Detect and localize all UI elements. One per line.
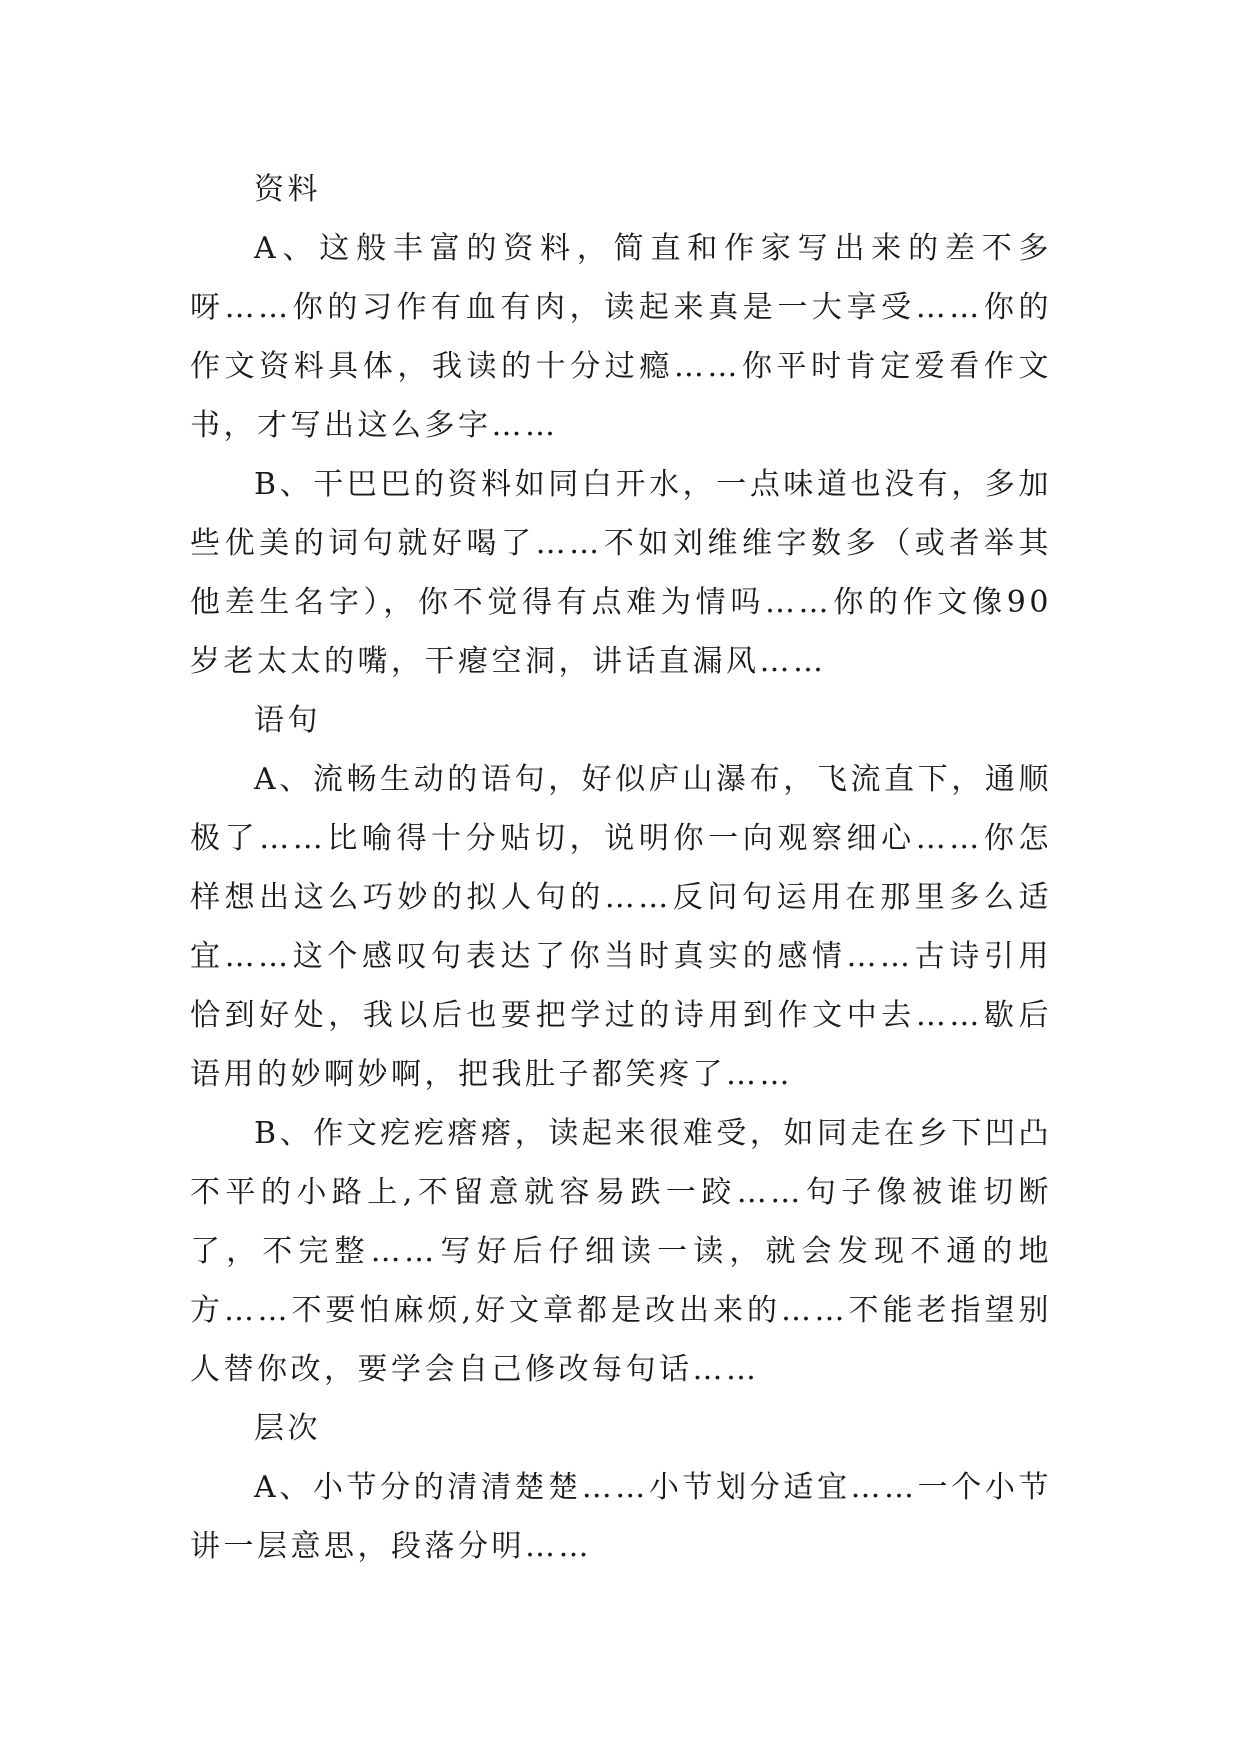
paragraph-ziliao-a: A、这般丰富的资料，简直和作家写出来的差不多呀……你的习作有血有肉，读起来真是一大享受……你的作文资料具体，我读的十分过瘾……你平时肯定爱看作文书，才写出这么多字…… — [190, 231, 1052, 443]
section-heading-ziliao: 资料 — [254, 172, 321, 207]
paragraph-yuju-b: B、作文疙疙瘩瘩，读起来很难受，如同走在乡下凹凸不平的小路上,不留意就容易跌一跤……句子像被谁切断了，不完整……写好后仔细读一读，就会发现不通的地方……不要怕麻烦,好文章都是改出来的……不能老指望别人替你改，要学会自己修改每句话…… — [190, 1116, 1052, 1387]
section-heading-yuju: 语句 — [254, 703, 321, 738]
paragraph-yuju-a: A、流畅生动的语句，好似庐山瀑布，飞流直下，通顺极了……比喻得十分贴切，说明你一向观察细心……你怎样想出这么巧妙的拟人句的……反问句运用在那里多么适宜……这个感叹句表达了你当时真实的感情……古诗引用恰到好处，我以后也要把学过的诗用到作文中去……歇后语用的妙啊妙啊，把我肚子都笑疼了…… — [190, 762, 1052, 1092]
section-heading-cengci: 层次 — [254, 1411, 321, 1446]
paragraph-cengci-a: A、小节分的清清楚楚……小节划分适宜……一个小节讲一层意思，段落分明…… — [190, 1470, 1052, 1564]
paragraph-ziliao-b: B、干巴巴的资料如同白开水，一点味道也没有，多加些优美的词句就好喝了……不如刘维维字数多（或者举其他差生名字），你不觉得有点难为情吗……你的作文像90岁老太太的嘴，干瘪空洞，讲话直漏风…… — [190, 467, 1052, 679]
document-page — [190, 160, 1052, 1576]
